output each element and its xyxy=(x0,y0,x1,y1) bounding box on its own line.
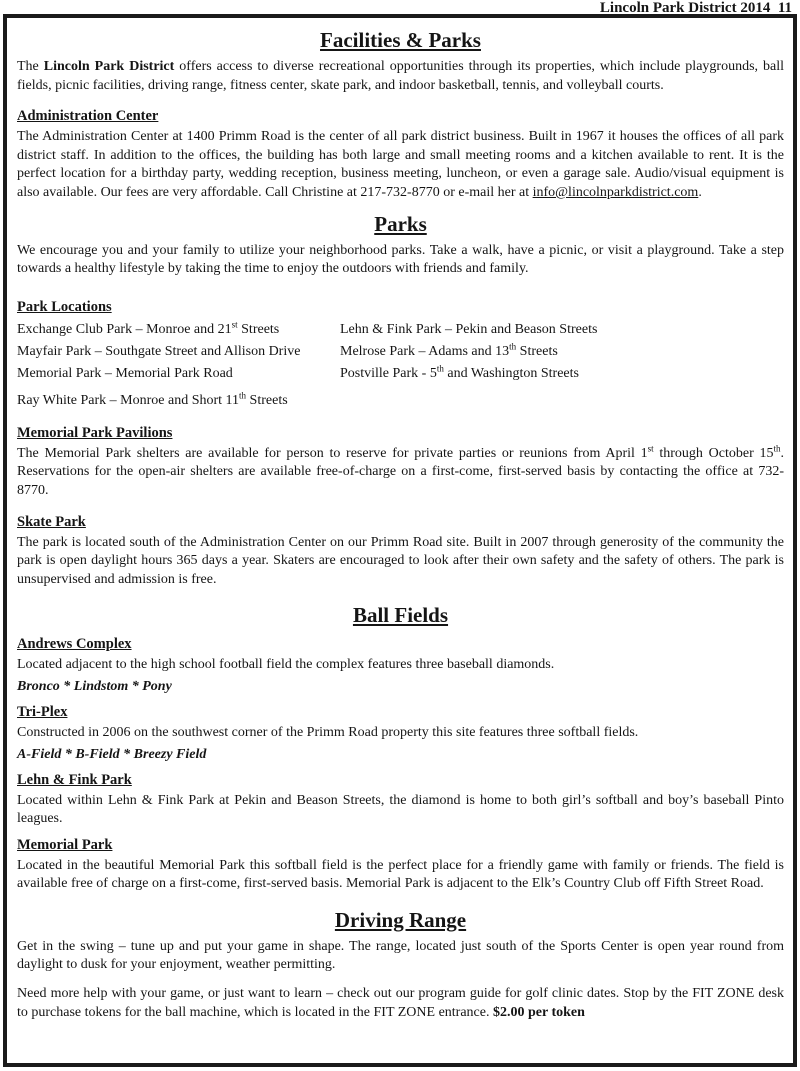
tri-plex-field-names: A-Field * B-Field * Breezy Field xyxy=(17,746,207,762)
andrews-complex-paragraph: Located adjacent to the high school football field the complex features three baseball diamonds. xyxy=(17,657,555,673)
park-location-item: Exchange Club Park – Monroe and 21st Streets xyxy=(17,319,280,337)
park-locations-right-column xyxy=(340,319,784,412)
andrews-complex-field-names: Bronco * Lindstom * Pony xyxy=(17,678,172,694)
park-location-item: Memorial Park – Memorial Park Road xyxy=(17,365,233,381)
skate-park-paragraph: The park is located south of the Administration Center on our Primm Road site. Built in 2007 through generosity of the community the park is open daylight hours 365 days a year. Skaters are encouraged to look after their own safety and the safety of others. The park is unsupervised and admission is free. xyxy=(17,534,784,587)
subheading-lehn-fink-park: Lehn & Fink Park xyxy=(17,771,132,788)
tri-plex-paragraph: Constructed in 2006 on the southwest corner of the Primm Road property this site features three softball fields. xyxy=(17,724,639,740)
section-title-text: Ball Fields xyxy=(352,603,449,628)
subheading-memorial-park-pavilions: Memorial Park Pavilions xyxy=(17,424,173,441)
driving-range-paragraph-1: Get in the swing – tune up and put your game in shape. The range, located just south of the Sports Center is open year round from daylight to dusk for your enjoyment, weather permitting. xyxy=(17,938,784,973)
memorial-park-pavilions-paragraph: The Memorial Park shelters are available for person to reserve for private parties or reunions from April 1st through October 15th. Reservations for the open-air shelters are available free-of-charge on a first-come, first-served basis by contacting the office at 732-8770. xyxy=(17,443,784,498)
driving-range-paragraph-2: Need more help with your game, or just want to learn – check out our program guide for golf clinic dates. Stop by the FIT ZONE desk to purchase tokens for the ball machine, which is located in the FIT ZONE entrance. $2.00 per token xyxy=(17,986,784,1020)
park-location-item: Ray White Park – Monroe and Short 11th Streets xyxy=(17,390,288,408)
section-title-facilities-parks xyxy=(17,28,784,53)
section-title-parks xyxy=(17,212,784,237)
content-frame xyxy=(3,14,797,1067)
park-locations-left-column xyxy=(17,319,340,412)
park-location-item: Lehn & Fink Park – Pekin and Beason Streets xyxy=(340,321,598,337)
section-title-text: Facilities & Parks xyxy=(320,28,481,52)
park-location-item: Postville Park - 5th and Washington Streets xyxy=(340,363,579,381)
section-title-text: Parks xyxy=(374,211,427,236)
subheading-andrews-complex: Andrews Complex xyxy=(17,636,132,653)
park-location-item: Melrose Park – Adams and 13th Streets xyxy=(340,341,558,359)
section-title-text: Driving Range xyxy=(334,907,467,932)
subheading-park-locations: Park Locations xyxy=(17,298,112,315)
lehn-fink-park-paragraph: Located within Lehn & Fink Park at Pekin and Beason Streets, the diamond is home to both girl’s softball and boy’s baseball Pinto leagues. xyxy=(17,792,784,827)
facilities-intro-paragraph: The Lincoln Park District offers access to diverse recreational opportunities through its properties, which include playgrounds, ball fields, picnic facilities, driving range, fitness center, skate park, and indoor basketball, tennis, and volleyball courts. xyxy=(17,59,785,93)
admin-body-period: . xyxy=(698,184,702,200)
memorial-park-paragraph: Located in the beautiful Memorial Park this softball field is the perfect place for a friendly game with family or friends. The field is available free of charge on a first-come, first-served basis. Memorial Park is adjacent to the Elk’s Country Club off Fifth Street Road. xyxy=(17,857,784,892)
subheading-tri-plex: Tri-Plex xyxy=(17,703,68,720)
page-header: Lincoln Park District 2014 11 xyxy=(599,0,792,16)
park-locations-list xyxy=(17,319,784,412)
subheading-skate-park: Skate Park xyxy=(17,513,86,530)
subheading-administration-center: Administration Center xyxy=(17,108,159,125)
park-location-item: Mayfair Park – Southgate Street and Allison Drive xyxy=(17,343,301,359)
section-title-driving-range xyxy=(17,908,784,933)
email-link[interactable]: info@lincolnparkdistrict.com xyxy=(532,184,699,200)
administration-center-paragraph xyxy=(17,128,784,202)
parks-intro-paragraph: We encourage you and your family to utilize your neighborhood parks. Take a walk, have a picnic, or visit a playground. Take a step towards a healthy lifestyle by taking the time to enjoy the outdoors with friends and family. xyxy=(17,242,784,277)
admin-body-text: The Administration Center at 1400 Primm Road is the center of all park district business. Built in 1967 it houses the offices of all park district staff. In addition to the offices, the building has both large and small meeting rooms and a kitchen available to rent. It is the perfect location for a birthday party, wedding reception, business meeting, luncheon, or even a garage sale. Audio/visual equipment is also available. Our fees are very affordable. Call Christine at 217-732-8770 or e-mail her at xyxy=(17,129,784,200)
section-title-ball-fields xyxy=(17,603,784,628)
subheading-memorial-park: Memorial Park xyxy=(17,836,113,853)
